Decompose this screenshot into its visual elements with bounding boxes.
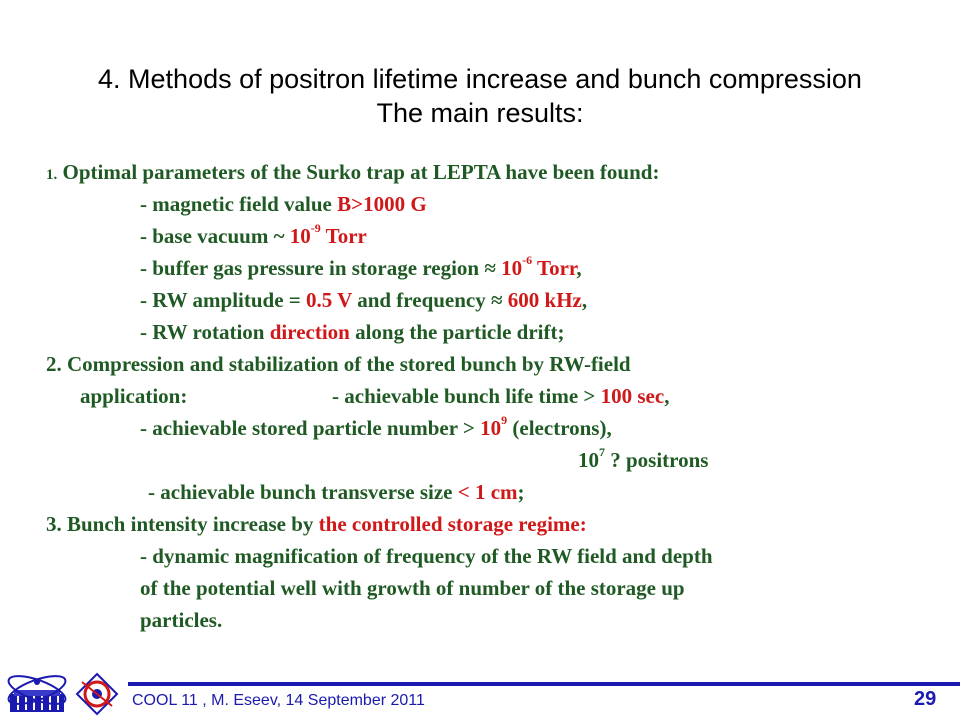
value-base: 10 (480, 416, 502, 440)
approx-symbol: ≈ (484, 256, 496, 280)
param-base-vacuum (140, 223, 367, 249)
param-buffer-gas (140, 255, 582, 281)
value-exponent: 7 (599, 445, 605, 459)
param-value: 0.5 V (306, 288, 352, 312)
approx-symbol: ≈ (491, 288, 503, 312)
slide-subtitle: The main results: (376, 98, 584, 128)
param-label: - RW amplitude = (140, 288, 307, 312)
footer-citation: COOL 11 , M. Eseev, 14 September 2011 (132, 692, 425, 709)
value-unit: Torr (532, 256, 577, 280)
slide-title: 4. Methods of positron lifetime increase and bunch compression (98, 64, 862, 94)
param-label: - achievable bunch transverse size (148, 480, 458, 504)
result-2-positrons (578, 447, 708, 473)
param-label: ? positrons (605, 448, 709, 472)
param-value: B>1000 G (337, 192, 427, 216)
page-number: 29 (914, 688, 937, 710)
param-label: - magnetic field value (140, 192, 338, 216)
param-magnetic-field (140, 191, 427, 217)
result-2-application (80, 383, 187, 409)
param-label: - achievable stored particle number > (140, 416, 481, 440)
param-value (289, 221, 367, 248)
param-value: 600 kHz (502, 288, 582, 312)
value-exponent: -9 (310, 221, 321, 235)
heading-highlight: the controlled storage regime: (318, 512, 587, 536)
param-label: - base vacuum ~ (140, 224, 290, 248)
application-label: application: (80, 384, 188, 408)
result-3-heading (46, 511, 587, 537)
param-value (495, 253, 577, 280)
value-base: 10 (578, 448, 599, 472)
punctuation: , (581, 288, 588, 312)
param-label: - RW rotation (140, 320, 270, 344)
param-label: - buffer gas pressure in storage region (140, 256, 485, 280)
result-3-detail-line-3: particles. (140, 608, 223, 632)
result-3-detail-line-1: - dynamic magnification of frequency of the RW field and depth (140, 544, 713, 568)
param-label: (electrons), (507, 416, 612, 440)
param-rw-rotation (140, 319, 564, 345)
value-base: 10 (289, 224, 311, 248)
result-1-text: Optimal parameters of the Surko trap at LEPTA have been found: (57, 160, 660, 184)
result-3-detail-line-2: of the potential well with growth of number of the storage up (140, 576, 685, 600)
result-2-transverse-size (148, 479, 525, 505)
value-unit: Torr (320, 224, 367, 248)
param-label: along the particle drift; (349, 320, 565, 344)
result-2-particle-number (140, 415, 612, 441)
lepta-logo-icon (74, 672, 120, 716)
param-rw-amplitude (140, 287, 587, 313)
result-1-number: 1. (46, 167, 58, 183)
param-value (480, 413, 508, 440)
footer-divider (128, 682, 960, 686)
param-value: < 1 cm (457, 480, 518, 504)
result-2-lifetime (332, 383, 669, 409)
jinr-logo-icon (4, 668, 70, 716)
param-label: and frequency (351, 288, 491, 312)
result-1-heading (46, 159, 659, 188)
punctuation: ; (517, 480, 525, 504)
value-exponent: 9 (501, 413, 508, 427)
param-label: - achievable bunch life time > (332, 384, 601, 408)
param-value: 100 sec (600, 384, 665, 408)
value-exponent: -6 (522, 253, 533, 267)
punctuation: , (576, 256, 582, 280)
heading-text: 3. Bunch intensity increase by (46, 512, 319, 536)
param-value: direction (269, 320, 350, 344)
result-2-heading: 2. Compression and stabilization of the stored bunch by RW-field (46, 352, 631, 376)
punctuation: , (664, 384, 670, 408)
value-base: 10 (495, 256, 523, 280)
